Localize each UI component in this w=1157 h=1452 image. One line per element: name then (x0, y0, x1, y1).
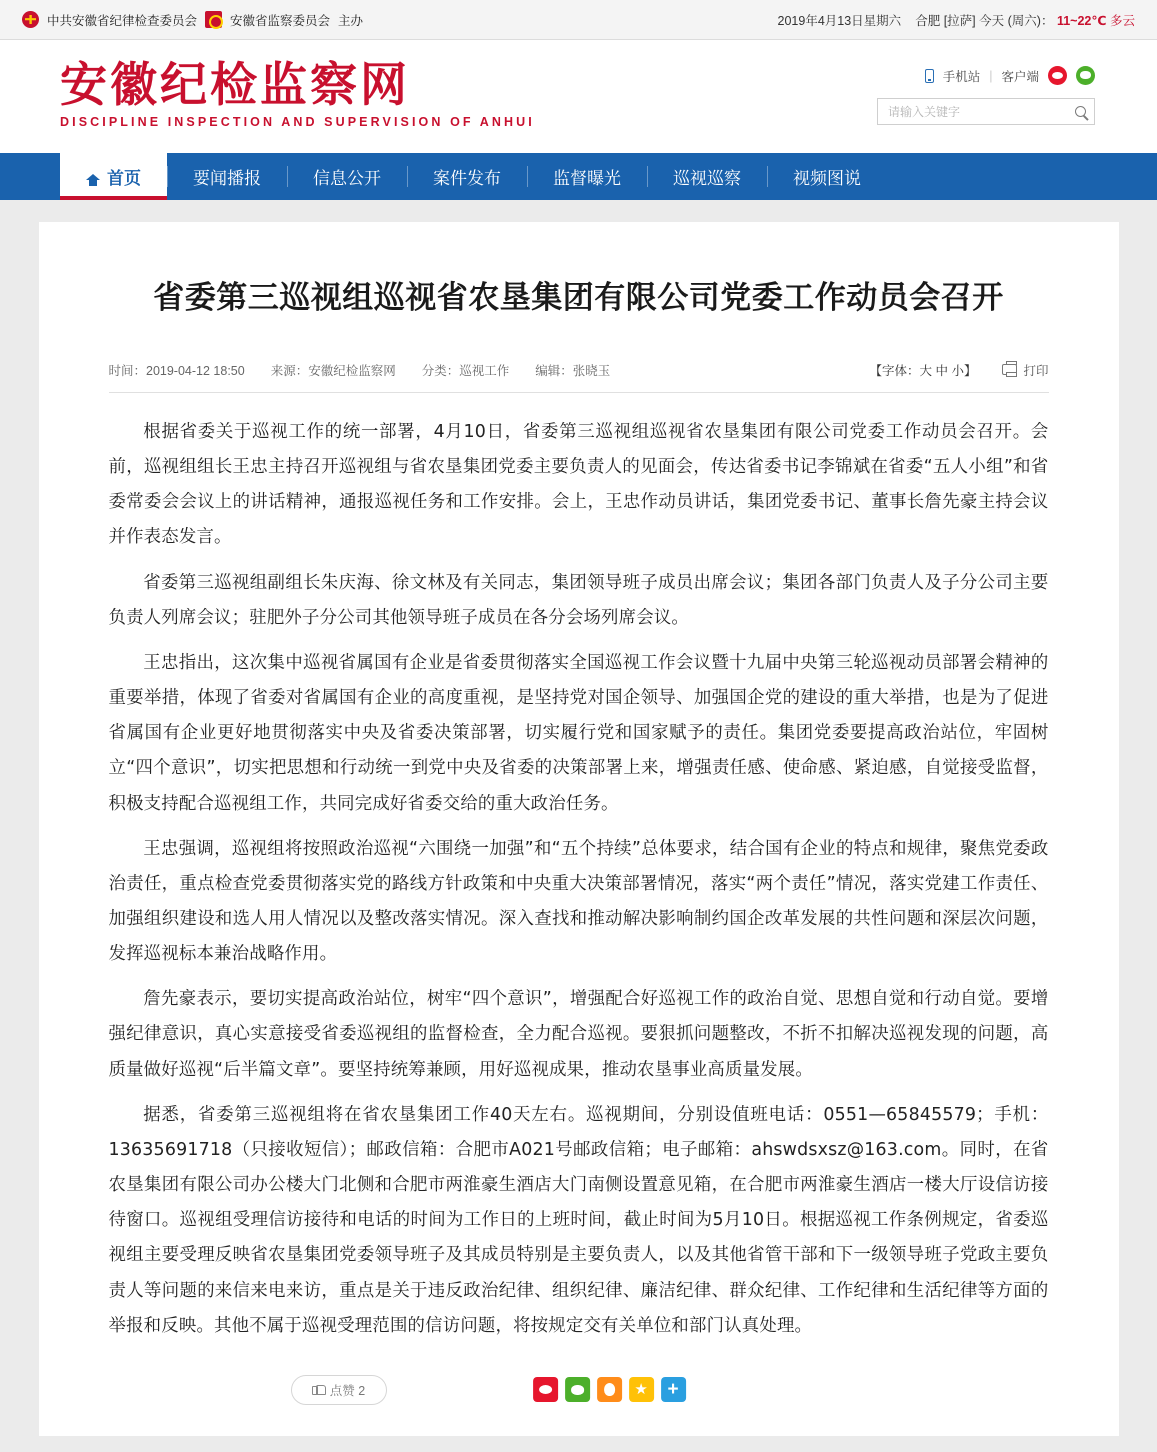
print-label: 打印 (1023, 363, 1049, 378)
nav-item-inspection-label: 巡视巡察 (673, 169, 741, 189)
weather-today-label: 今天 (979, 13, 1005, 28)
meta-source: 来源：安徽纪检监察网 (270, 363, 396, 378)
page-title: 省委第三巡视组巡视省农垦集团有限公司党委工作动员会召开 (153, 280, 1004, 316)
article-paragraph: 据悉，省委第三巡视组将在省农垦集团工作40天左右。巡视期间，分别设值班电话：0551—65845579；手机：13635691718（只接收短信）；邮政信箱：合肥市A021号邮政信箱；电子邮箱：ahswdsxsz@163.com。同时，在省农垦集团有限公司办公楼大门北侧和合肥市两淮豪生酒店大门南侧设置意见箱，在合肥市两淮豪生酒店一楼大厅设信访接待窗口。巡视组受理信访接待和电话的时间为工作日的上班时间，截止时间为5月10日。根据巡视工作条例规定，省委巡视组主要受理反映省农垦集团党委领导班子及其成员特别是主要负责人，以及其他省管干部和下一级领导班子党政主要负责人等问题的来信来电来访，重点是关于违反政治纪律、组织纪律、廉洁纪律、群众纪律、工作纪律和生活纪律等方面的举报和反映。其他不属于巡视受理范围的信访问题，将按规定交有关单位和部门认真处理。 (108, 1104, 1049, 1336)
nav-item-inspection[interactable] (647, 153, 767, 200)
nav-item-home-label: 首页 (107, 169, 141, 189)
nav-item-disclosure-label: 信息公开 (313, 169, 381, 189)
nav-item-cases[interactable] (407, 153, 527, 200)
article-paragraph: 詹先豪表示，要切实提高政治站位，树牢“四个意识”，增强配合好巡视工作的政治自觉、思想自觉和行动自觉。要增强纪律意识，真心实意接受省委巡视组的监督检查，全力配合巡视。要狠抓问题整改，不折不扣解决巡视发现的问题，高质量做好巡视“后半篇文章”。要坚持统筹兼顾，用好巡视成果，推动农垦事业高质量发展。 (108, 989, 1049, 1080)
article-body (109, 415, 1049, 1344)
party-emblem-icon (22, 11, 39, 28)
article-paragraph: 根据省委关于巡视工作的统一部署，4月10日，省委第三巡视组巡视省农垦集团有限公司党委工作动员会召开。会前，巡视组组长王忠主持召开巡视组与省农垦集团党委主要负责人的见面会，传达省委书记李锦斌在省委“五人小组”和省委常委会会议上的讲话精神，通报巡视任务和工作安排。会上，王忠作动员讲话，集团党委书记、董事长詹先豪主持会议并作表态发言。 (108, 421, 1049, 548)
print-button[interactable] (1002, 361, 1048, 379)
weather-widget[interactable] (915, 11, 1135, 29)
search-box[interactable] (877, 98, 1095, 125)
site-logo[interactable] (60, 60, 535, 129)
org-name-cdi[interactable]: 中共安徽省纪律检查委员会 (47, 13, 198, 28)
qq-icon[interactable] (597, 1377, 622, 1402)
nav-item-supervision[interactable] (527, 153, 647, 200)
like-count-label: 点赞 2 (329, 1383, 366, 1398)
nav-item-supervision-label: 监督曝光 (553, 169, 621, 189)
favorite-star-icon[interactable] (629, 1377, 654, 1402)
wechat-icon[interactable] (565, 1377, 590, 1402)
article-meta (109, 361, 1049, 393)
top-bar (0, 0, 1157, 40)
article-actions (109, 1370, 1049, 1410)
mobile-phone-icon (925, 69, 934, 83)
nav-item-cases-label: 案件发布 (433, 169, 501, 189)
more-share-icon[interactable] (661, 1377, 686, 1402)
like-button[interactable] (291, 1375, 387, 1405)
page-background (0, 200, 1157, 1452)
supervision-emblem-icon (205, 11, 222, 28)
font-size-control[interactable]: 【字体：大 中 小】 (869, 363, 977, 378)
client-app-link[interactable]: 客户端 (1001, 69, 1039, 84)
article-paragraph: 王忠强调，巡视组将按照政治巡视“六围绕一加强”和“五个持续”总体要求，结合国有企业的特点和规律，聚焦党委政治责任，重点检查党委贯彻落实党的路线方针政策和中央重大决策部署情况，落实“两个责任”情况，落实党建工作责任、加强组织建设和选人用人情况以及整改落实情况。深入查找和推动解决影响制约国企改革发展的共性问题和深层次问题，发挥巡视标本兼治战略作用。 (108, 838, 1049, 965)
link-divider: | (989, 68, 993, 83)
page-bottom-strip (0, 1436, 1157, 1452)
nav-item-home[interactable] (60, 153, 167, 200)
nav-item-video[interactable] (767, 153, 887, 200)
site-header (0, 40, 1157, 153)
nav-item-disclosure[interactable] (287, 153, 407, 200)
search-icon[interactable] (1075, 106, 1086, 117)
weather-bracket-city[interactable]: [拉萨] (943, 13, 976, 28)
weather-temperature: 11~22℃ (1056, 13, 1107, 28)
site-logo-subtitle: DISCIPLINE INSPECTION AND SUPERVISION OF ANHUI (60, 114, 535, 129)
meta-category[interactable]: 分类：巡视工作 (421, 363, 510, 378)
printer-icon (1002, 364, 1017, 375)
article-card (39, 222, 1119, 1436)
weather-condition: 多云 (1109, 13, 1135, 28)
site-logo-title: 安徽纪检监察网 (60, 58, 410, 113)
weather-weekday: (周六)： (1007, 13, 1054, 28)
current-date: 2019年4月13日星期六 (777, 13, 902, 28)
meta-time: 时间：2019-04-12 18:50 (108, 363, 245, 378)
weibo-icon[interactable] (1048, 66, 1067, 85)
wechat-icon[interactable] (1076, 66, 1095, 85)
nav-item-video-label: 视频图说 (793, 169, 861, 189)
article-paragraph: 王忠指出，这次集中巡视省属国有企业是省委贯彻落实全国巡视工作会议暨十九届中央第三轮巡视动员部署会精神的重要举措，体现了省委对省属国有企业的高度重视，是坚持党对国企领导、加强国企党的建设的重大举措，也是为了促进省属国有企业更好地贯彻落实中央及省委决策部署，切实履行党和国家赋予的责任。集团党委要提高政治站位，牢固树立“四个意识”，切实把思想和行动统一到党中央及省委的决策部署上来，增强责任感、使命感、紧迫感，自觉接受监督，积极支持配合巡视组工作，共同完成好省委交给的重大政治任务。 (108, 652, 1049, 814)
header-right (877, 66, 1095, 125)
home-icon (86, 174, 100, 180)
weather-city: 合肥 (915, 13, 941, 28)
nav-item-news[interactable] (167, 153, 287, 200)
host-label: 主办 (338, 13, 364, 28)
top-bar-right (778, 11, 1135, 29)
mobile-site-link[interactable]: 手机站 (942, 69, 981, 84)
article-paragraph: 省委第三巡视组副组长朱庆海、徐文林及有关同志，集团领导班子成员出席会议；集团各部门负责人及子分公司主要负责人列席会议；驻肥外子分公司其他领导班子成员在各分会场列席会议。 (108, 572, 1049, 628)
nav-item-news-label: 要闻播报 (193, 169, 261, 189)
org-name-supervision[interactable]: 安徽省监察委员会 (230, 13, 331, 28)
thumbs-up-icon (312, 1384, 324, 1395)
main-navigation (0, 153, 1157, 200)
search-input[interactable] (886, 104, 1075, 120)
meta-editor: 编辑：张晓玉 (535, 363, 611, 378)
top-bar-orgs (22, 11, 363, 29)
header-links (925, 66, 1095, 85)
share-bar (533, 1377, 686, 1402)
weibo-icon[interactable] (533, 1377, 558, 1402)
